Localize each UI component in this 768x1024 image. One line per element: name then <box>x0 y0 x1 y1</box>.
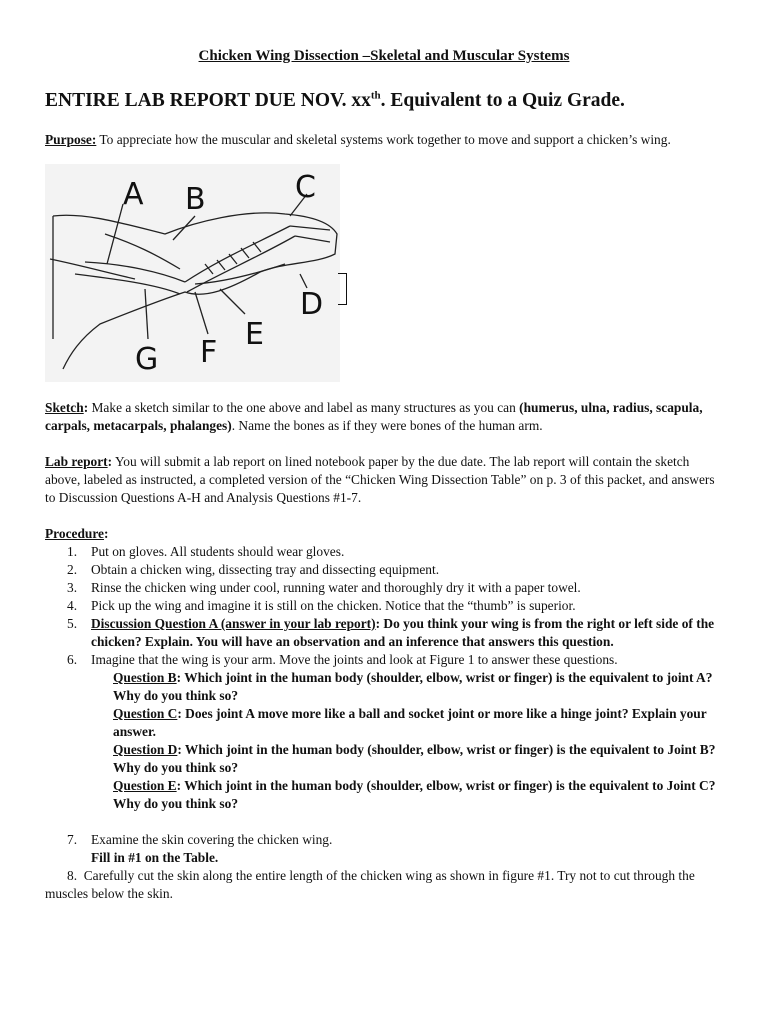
procedure-step <box>45 561 725 579</box>
chicken-wing-figure <box>45 164 340 382</box>
sketch-paragraph <box>45 399 725 435</box>
discussion-question-a-label: Discussion Question A (answer in your lab report) <box>91 616 376 631</box>
due-superscript: th <box>370 89 381 102</box>
question-e-label: Question E <box>113 778 177 793</box>
question-block <box>45 669 725 813</box>
step-text: Pick up the wing and imagine it is still on the chicken. Notice that the “thumb” is superior. <box>91 598 576 613</box>
figure-label-b: B <box>185 182 206 217</box>
question-e <box>45 777 725 813</box>
sketch-label: Sketch <box>45 400 84 415</box>
question-d-label: Question D <box>113 742 178 757</box>
question-c <box>45 705 725 741</box>
step-number: 2. <box>67 562 78 577</box>
step-number: 5. <box>67 616 78 631</box>
sketch-bones-list: (humerus, ulna, radius, scapula, carpals, metacarpals, phalanges) <box>45 400 703 433</box>
figure-label-c: C <box>295 170 316 205</box>
procedure-step <box>45 831 725 867</box>
figure-label-a: A <box>123 177 144 212</box>
purpose-paragraph <box>45 131 725 149</box>
question-b-text: : Which joint in the human body (shoulder, elbow, wrist or finger) is the equivalent to joint A? Why do you think so? <box>113 670 713 703</box>
question-b-label: Question B <box>113 670 177 685</box>
due-main: ENTIRE LAB REPORT DUE NOV. xx <box>45 90 371 111</box>
step-number: 7. <box>67 832 78 847</box>
figure-label-e: E <box>245 317 264 352</box>
page-title: Chicken Wing Dissection –Skeletal and Muscular Systems <box>198 48 570 64</box>
figure-label-g: G <box>135 342 159 377</box>
purpose-label: Purpose: <box>45 132 97 147</box>
lab-report-text: You will submit a lab report on lined notebook paper by the due date. The lab report will contain the sketch above, labeled as instructed, a completed version of the “Chicken Wing Dissection Table” on p. 3 of this packet, and answers to Discussion Questions A-H and Analysis Questions #1-7. <box>45 454 715 505</box>
chicken-wing-sketch <box>45 164 340 382</box>
step-number: 8. <box>67 868 78 883</box>
sketch-text-2: . Name the bones as if they were bones of the human arm. <box>231 418 543 433</box>
lab-report-label: Lab report <box>45 454 108 469</box>
step-number: 3. <box>67 580 78 595</box>
step-text: Imagine that the wing is your arm. Move the joints and look at Figure 1 to answer these questions. <box>91 652 618 667</box>
step-text: Rinse the chicken wing under cool, running water and thoroughly dry it with a paper towel. <box>91 580 581 595</box>
step-number: 6. <box>67 652 78 667</box>
sketch-text-1: Make a sketch similar to the one above and label as many structures as you can <box>88 400 520 415</box>
step-text: Examine the skin covering the chicken wing. <box>91 832 333 847</box>
due-date-heading <box>45 90 625 112</box>
procedure-step <box>45 615 725 651</box>
bracket-mark <box>338 273 347 305</box>
step-number: 1. <box>67 544 78 559</box>
question-c-label: Question C <box>113 706 178 721</box>
due-rest: . Equivalent to a Quiz Grade. <box>380 90 625 111</box>
procedure-label: Procedure <box>45 526 105 541</box>
step-text: Put on gloves. All students should wear gloves. <box>91 544 345 559</box>
question-d-text: : Which joint in the human body (shoulder, elbow, wrist or finger) is the equivalent to Joint B? Why do you think so? <box>113 742 716 775</box>
discussion-question-a-text: : Do you think your wing is from the right or left side of the chicken? Explain. You will have an observation and an inference that answers this question. <box>91 616 715 649</box>
step-text: Carefully cut the skin along the entire length of the chicken wing as shown in figure #1. Try not to cut through the muscles below the skin. <box>45 868 695 901</box>
question-e-text: : Which joint in the human body (shoulder, elbow, wrist or finger) is the equivalent to Joint C? Why do you think so? <box>113 778 716 811</box>
question-c-text: : Does joint A move more like a ball and socket joint or more like a hinge joint? Explain your answer. <box>113 706 707 739</box>
procedure-colon: : <box>104 526 109 541</box>
purpose-text: To appreciate how the muscular and skeletal systems work together to move and support a chicken’s wing. <box>96 132 671 147</box>
procedure-step <box>45 651 725 669</box>
step-7-table-note: Fill in #1 on the Table. <box>91 850 219 865</box>
figure-label-d: D <box>300 287 324 322</box>
sketch-colon: : <box>83 400 89 415</box>
figure-label-f: F <box>200 335 218 370</box>
lab-report-paragraph <box>45 453 725 507</box>
question-d <box>45 741 725 777</box>
lab-report-colon: : <box>107 454 113 469</box>
procedure-step <box>45 597 725 615</box>
procedure-heading <box>45 525 725 543</box>
procedure-step <box>45 579 725 597</box>
step-number: 4. <box>67 598 78 613</box>
step-text: Obtain a chicken wing, dissecting tray and dissecting equipment. <box>91 562 440 577</box>
procedure-list <box>45 543 725 903</box>
procedure-step <box>45 543 725 561</box>
procedure-step <box>45 867 725 903</box>
question-b <box>45 669 725 705</box>
